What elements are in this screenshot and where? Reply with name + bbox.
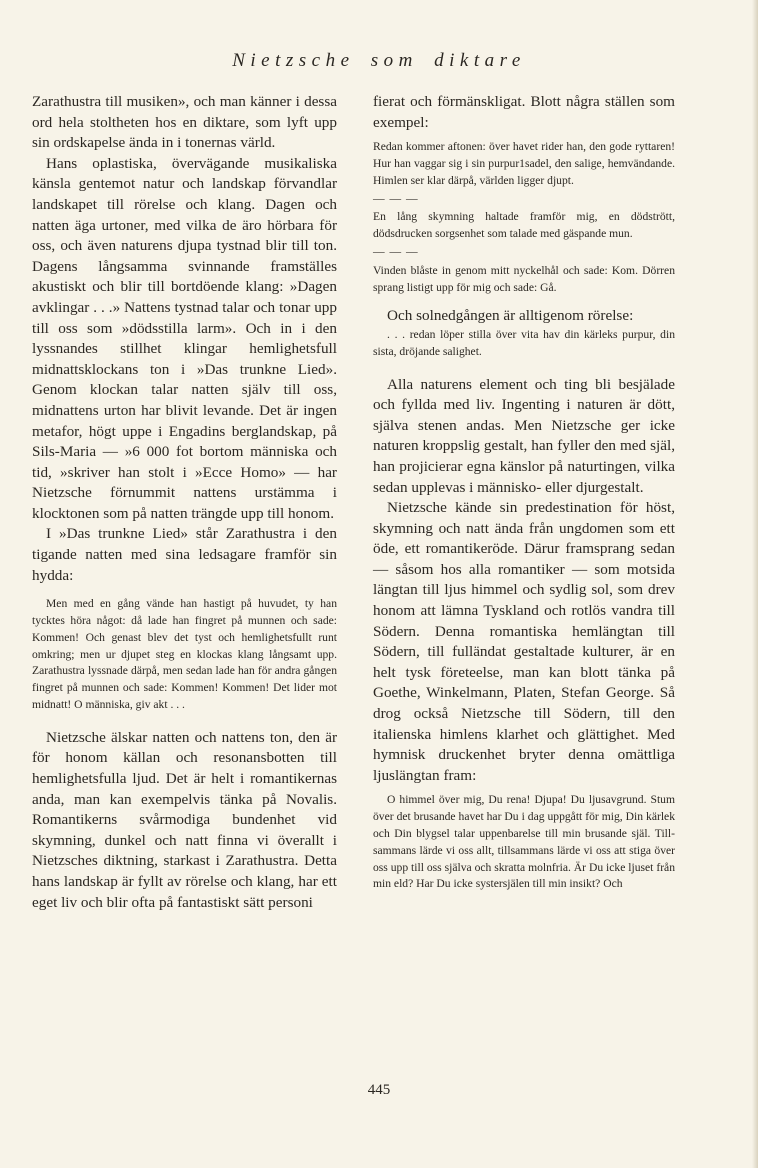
block-quote: Men med en gång vände han hastigt på huvudet, ty han tycktes höra något: då lade han fingret på munnen och sade: Kommen! Och genast blev det tyst och hemlighetsfullt runt omkring; men ur djupet steg en klockas klang långsamt upp. Zarathustra lyssnade därpå, men sedan lade han för andra gången fingret på munnen och sade: Kommen! Kommen! Det lider mot midnatt! O människa, giv akt . . . (32, 597, 337, 712)
paragraph: Zarathustra till musiken», och man känner i dessa ord hela stoltheten hos en diktare, som lyft upp sin ordskapelse ända in i tonernas värld. (32, 93, 337, 152)
page-edge-shadow (752, 0, 758, 1168)
page-number: 445 (367, 1082, 391, 1098)
paragraph: Hans oplastiska, övervägande musikaliska känsla gentemot natur och landskap förvandlar landskapet till rörelse och klang. Dagen och natten äga urtoner, med vilka de äro hörbara för oss, och även naturens djupa tystnad blir till ton. Dagens långsamma svinnande framställes akustiskt och blir till bortdöende klang: »Dagen avklingar . . .» Nattens tystnad talar och tonar upp till oss som »dödsstilla larm». Och in i den lyssnandes stillhet klingar hemlighetsfull midnattsklockans ton i »Das trunkne Lied». Genom klockan talar natten själv till oss, midnattens urton har blivit levande. Det är ingen metafor, högt uppe i Engadins berglandskap, på Sils-Maria — »6 000 fot bortom människa och tid, »skriver han stolt i »Ecce Homo» — har Nietzsche förnummit nattens urstämma i klocktonen som på natten trängde upp till honom. (32, 154, 337, 522)
block-quote: Redan kommer aftonen: över havet rider han, den gode ryttaren! Hur han vaggar sig i sin purpur1sadel, den salige, hemvändande. Himlen ser klar därpå, världen ligger djupt. (373, 140, 675, 187)
running-title: Nietzsche som diktare (232, 50, 526, 71)
block-quote: En lång skymning haltade framför mig, en dödstrött, dödsdrucken sorgsenhet som talade med gäspande mun. (373, 210, 675, 241)
paragraph: fierat och förmänskligat. Blott några ställen som exempel: (373, 93, 675, 131)
paragraph: Nietzsche kände sin predestination för höst, skymning och natt ända från ungdomen som ett öde, ett romantikeröde. Därur framsprang sedan — såsom hos alla romantiker — som motsida längtan till ljus himmel och sydlig sol, som drev honom att lämna Tyskland och rotlös vandra till Södern. Denna romantiska hemlängtan till Södern, till fulländat gestaltade kulturer, är en helt tysk företeelse, man kan blott tänka på Goethe, Winkelmann, Platen, Stefan George. Så drog också Nietzsche till Södern, till den italienska himlens klarhet och glättighet. Med hymnisk druckenhet bryter denna omättliga ljuslängtan fram: (373, 499, 675, 784)
paragraph: Alla naturens element och ting bli besjälade och fyllda med liv. Ingenting i naturen är dött, själva stenen andas. Men Nietzsche ger icke naturen kroppslig gestalt, han fyller den med själ, han projicierar egna känslor på naturtingen, vilka sedan upplevas i människo- eller djurgestalt. (373, 375, 675, 496)
separator-dashes: — — — (373, 244, 419, 258)
paragraph: I »Das trunkne Lied» står Zarathustra i den tigande natten med sina ledsagare framför sin hydda: (32, 525, 337, 584)
separator-dashes: — — — (373, 191, 419, 205)
right-column (373, 92, 675, 893)
paragraph: Nietzsche älskar natten och nattens ton, den är för honom källan och resonansbotten till hemlighetsfulla ljud. Det är helt i romantikernas anda, man kan exempelvis tänka på Novalis. Romantikerns svårmodiga bundenhet vid skymning, dunkel och natt finna vi överallt i Nietzsches diktning, starkast i Zarathustra. Detta hans landskap är fyllt av rörelse och klang, har ett eget liv och blir ofta på fantastiskt sätt personi (32, 728, 337, 911)
left-column (32, 92, 337, 913)
block-quote: O himmel över mig, Du rena! Djupa! Du ljusavgrund. Stum över det brusande havet har Du i dag uppgått för mig, Din kärlek och Din blygsel talar uppenbarelse till min brusande själ. Tillsammans lärde vi oss allt, tillsammans lärde vi oss att stiga över oss upp till oss själva och skratta molnfria. Är Du icke ljuset från min eld? Har Du icke systersjälen till min insikt? Och (373, 793, 675, 891)
block-quote: . . . redan löper stilla över vita hav din kärleks purpur, din sista, dröjande salighet. (373, 327, 675, 358)
block-quote: Vinden blåste in genom mitt nyckelhål och sade: Kom. Dörren sprang listigt upp för mig och sade: Gå. (373, 263, 675, 294)
paragraph: Och solnedgången är alltigenom rörelse: (387, 307, 634, 325)
